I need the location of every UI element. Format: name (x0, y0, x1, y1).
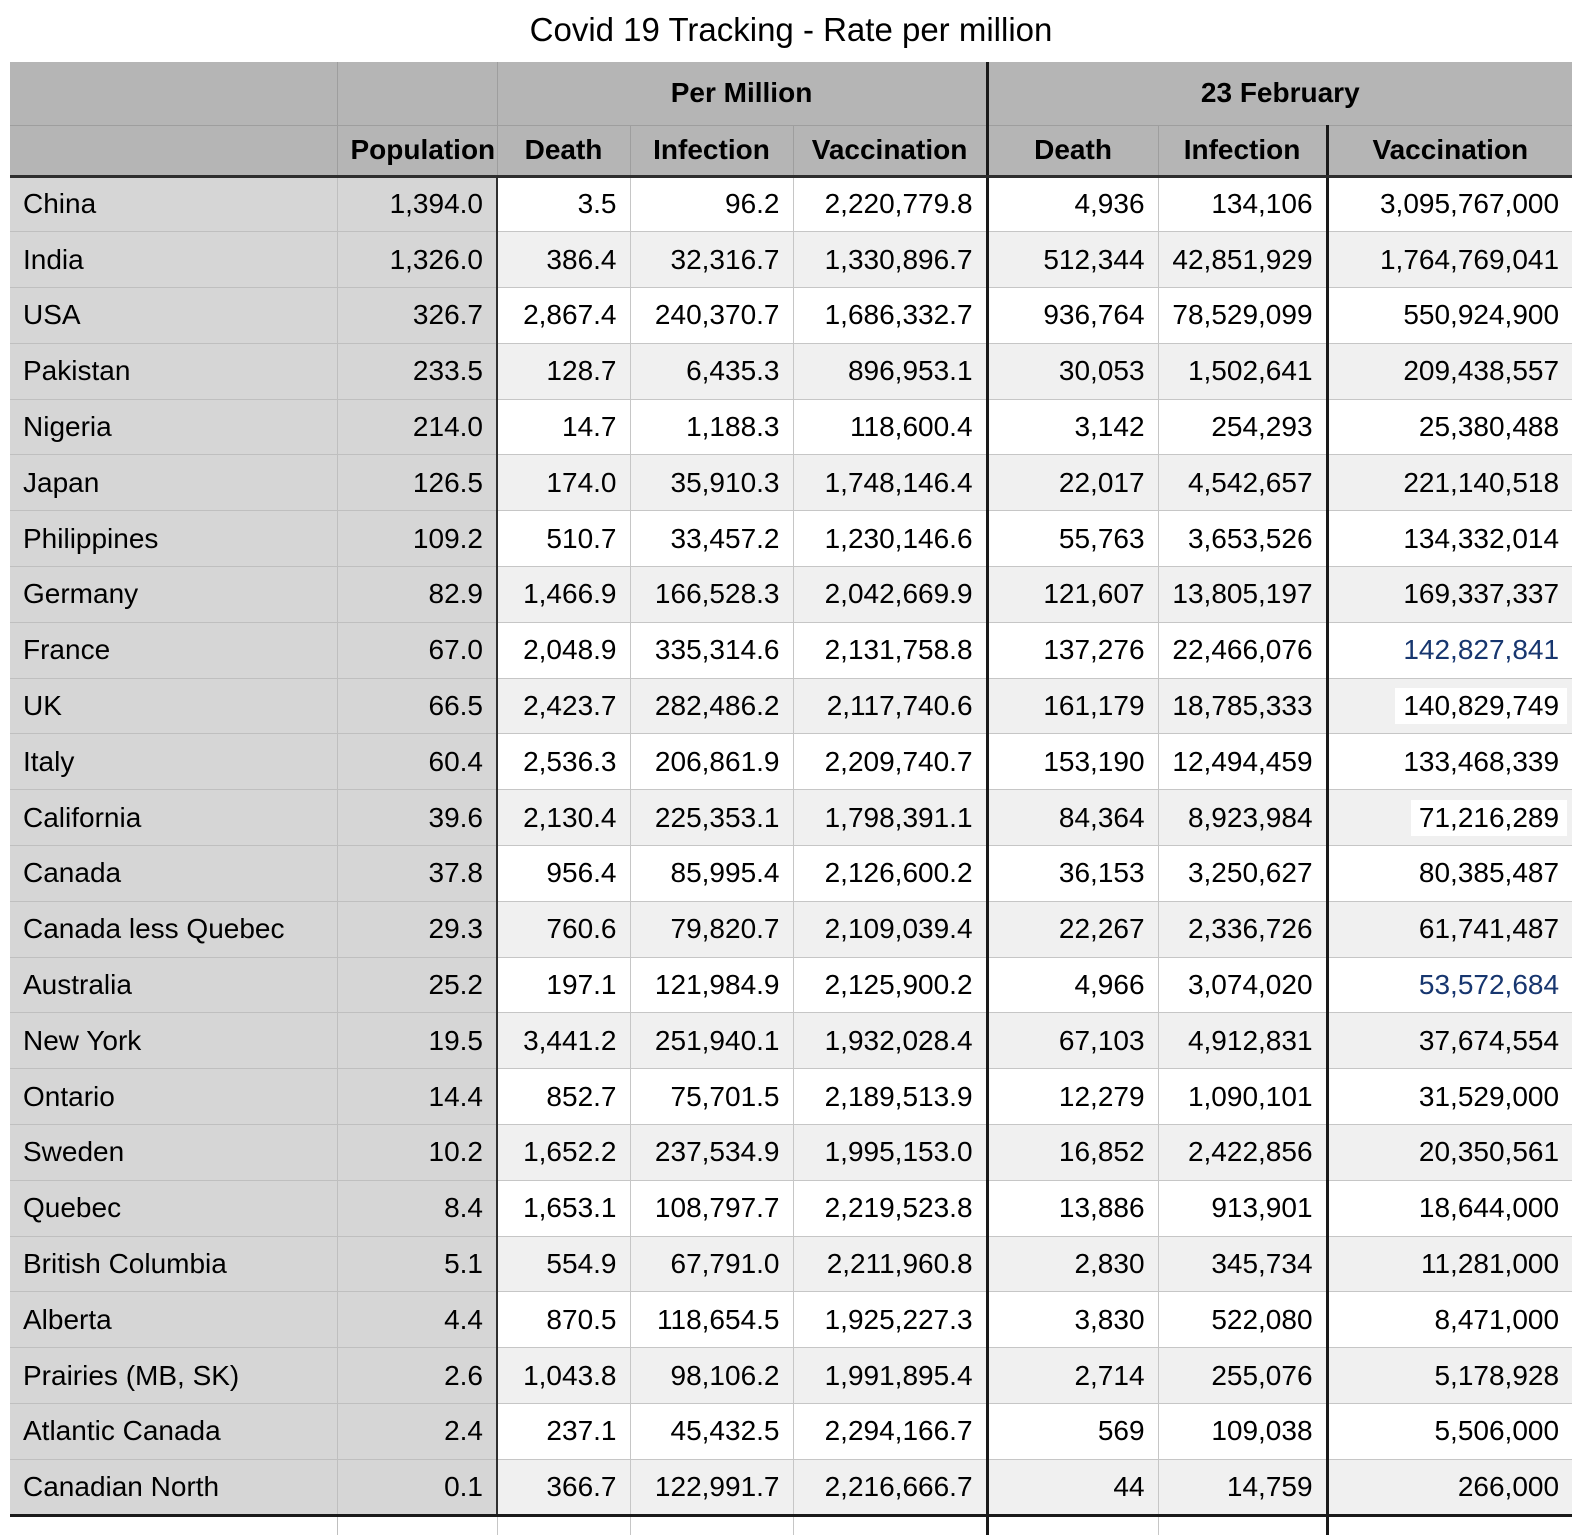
column-header-feb-infection[interactable]: Infection (1158, 125, 1327, 176)
cell-population[interactable]: 2.4 (337, 1404, 497, 1460)
cell-pm-vaccination[interactable]: 1,932,028.4 (793, 1013, 987, 1069)
cell-feb-infection[interactable]: 255,076 (1158, 1348, 1327, 1404)
cell-pm-vaccination[interactable]: 2,189,513.9 (793, 1069, 987, 1125)
cell-feb-vaccination[interactable]: 550,924,900 (1327, 288, 1572, 344)
table-row (10, 176, 1572, 232)
cell-pm-vaccination[interactable]: 1,748,146.4 (793, 455, 987, 511)
cell-population[interactable]: 37.8 (337, 846, 497, 902)
highlighted-value: 140,829,749 (1395, 688, 1567, 724)
cell-feb-death[interactable]: 2,714 (987, 1348, 1158, 1404)
cell-pm-death[interactable]: 366.7 (497, 1459, 630, 1515)
row-label[interactable]: Quebec (10, 1180, 337, 1236)
cell-pm-vaccination[interactable]: 2,125,900.2 (793, 957, 987, 1013)
cell-pm-infection[interactable]: 6,435.3 (630, 343, 793, 399)
cell-feb-death[interactable]: 3,142 (987, 399, 1158, 455)
cell-pm-vaccination[interactable]: 1,230,146.6 (793, 511, 987, 567)
cell-feb-vaccination[interactable]: 133,468,339 (1327, 734, 1572, 790)
cell-pm-vaccination[interactable]: 1,995,153.0 (793, 1125, 987, 1181)
cell-feb-infection[interactable]: 22,466,076 (1158, 622, 1327, 678)
cell-feb-vaccination[interactable]: 61,741,487 (1327, 901, 1572, 957)
cell-pm-vaccination[interactable]: 1,925,227.3 (793, 1292, 987, 1348)
empty-cell[interactable] (793, 1515, 987, 1535)
row-label[interactable]: Alberta (10, 1292, 337, 1348)
table-row (10, 790, 1572, 846)
row-label[interactable]: Canadian North (10, 1459, 337, 1515)
cell-feb-death[interactable]: 936,764 (987, 288, 1158, 344)
table-row (10, 1125, 1572, 1181)
cell-feb-death[interactable]: 512,344 (987, 232, 1158, 288)
cell-pm-vaccination[interactable]: 1,991,895.4 (793, 1348, 987, 1404)
table-row (10, 1180, 1572, 1236)
cell-feb-infection[interactable]: 42,851,929 (1158, 232, 1327, 288)
row-label[interactable]: China (10, 176, 337, 232)
cell-feb-infection[interactable]: 4,912,831 (1158, 1013, 1327, 1069)
cell-pm-vaccination[interactable]: 2,219,523.8 (793, 1180, 987, 1236)
row-label[interactable]: India (10, 232, 337, 288)
table-footer (10, 1515, 1572, 1535)
cell-pm-infection[interactable]: 251,940.1 (630, 1013, 793, 1069)
empty-cell[interactable] (497, 1515, 630, 1535)
cell-feb-vaccination[interactable]: 5,506,000 (1327, 1404, 1572, 1460)
cell-feb-infection[interactable]: 3,250,627 (1158, 846, 1327, 902)
cell-pm-infection[interactable]: 35,910.3 (630, 455, 793, 511)
cell-pm-vaccination[interactable]: 2,220,779.8 (793, 176, 987, 232)
cell-feb-vaccination[interactable]: 221,140,518 (1327, 455, 1572, 511)
column-header-blank[interactable] (10, 125, 337, 176)
cell-feb-vaccination[interactable]: 3,095,767,000 (1327, 176, 1572, 232)
cell-population[interactable]: 82.9 (337, 567, 497, 623)
cell-feb-death[interactable]: 44 (987, 1459, 1158, 1515)
cell-population[interactable]: 0.1 (337, 1459, 497, 1515)
cell-feb-vaccination[interactable]: 18,644,000 (1327, 1180, 1572, 1236)
cell-population[interactable]: 19.5 (337, 1013, 497, 1069)
group-header-blank-2[interactable] (337, 62, 497, 125)
column-header-feb-death[interactable]: Death (987, 125, 1158, 176)
cell-pm-death[interactable]: 2,867.4 (497, 288, 630, 344)
cell-population[interactable]: 8.4 (337, 1180, 497, 1236)
cell-pm-infection[interactable]: 122,991.7 (630, 1459, 793, 1515)
cell-pm-death[interactable]: 1,652.2 (497, 1125, 630, 1181)
cell-pm-infection[interactable]: 98,106.2 (630, 1348, 793, 1404)
cell-pm-infection[interactable]: 166,528.3 (630, 567, 793, 623)
cell-feb-vaccination[interactable]: 11,281,000 (1327, 1236, 1572, 1292)
table-row (10, 1404, 1572, 1460)
table-row (10, 1013, 1572, 1069)
row-label[interactable]: New York (10, 1013, 337, 1069)
cell-pm-death[interactable]: 2,423.7 (497, 678, 630, 734)
cell-pm-infection[interactable]: 67,791.0 (630, 1236, 793, 1292)
highlighted-value: 71,216,289 (1411, 800, 1567, 836)
cell-feb-infection[interactable]: 2,422,856 (1158, 1125, 1327, 1181)
cell-feb-death[interactable]: 55,763 (987, 511, 1158, 567)
cell-feb-death[interactable]: 4,936 (987, 176, 1158, 232)
row-label[interactable]: Nigeria (10, 399, 337, 455)
cell-feb-death[interactable]: 12,279 (987, 1069, 1158, 1125)
cell-pm-infection[interactable]: 108,797.7 (630, 1180, 793, 1236)
row-label[interactable]: Australia (10, 957, 337, 1013)
cell-feb-death[interactable]: 153,190 (987, 734, 1158, 790)
table-row (10, 846, 1572, 902)
cell-pm-infection[interactable]: 96.2 (630, 176, 793, 232)
cell-pm-death[interactable]: 1,653.1 (497, 1180, 630, 1236)
column-header-row (10, 125, 1572, 176)
cell-feb-vaccination[interactable]: 1,764,769,041 (1327, 232, 1572, 288)
cell-population[interactable]: 60.4 (337, 734, 497, 790)
cell-pm-death[interactable]: 2,536.3 (497, 734, 630, 790)
cell-pm-vaccination[interactable]: 896,953.1 (793, 343, 987, 399)
cell-feb-vaccination[interactable]: 134,332,014 (1327, 511, 1572, 567)
cell-feb-infection[interactable]: 3,653,526 (1158, 511, 1327, 567)
cell-feb-death[interactable]: 4,966 (987, 957, 1158, 1013)
cell-feb-infection[interactable]: 18,785,333 (1158, 678, 1327, 734)
table-row (10, 901, 1572, 957)
cell-pm-death[interactable]: 3,441.2 (497, 1013, 630, 1069)
cell-feb-vaccination[interactable]: 169,337,337 (1327, 567, 1572, 623)
cell-population[interactable]: 214.0 (337, 399, 497, 455)
cell-population[interactable]: 67.0 (337, 622, 497, 678)
cell-feb-death[interactable]: 30,053 (987, 343, 1158, 399)
cell-feb-infection[interactable]: 78,529,099 (1158, 288, 1327, 344)
cell-pm-vaccination[interactable]: 2,042,669.9 (793, 567, 987, 623)
cell-feb-death[interactable]: 2,830 (987, 1236, 1158, 1292)
cell-feb-death[interactable]: 137,276 (987, 622, 1158, 678)
cell-feb-infection[interactable]: 254,293 (1158, 399, 1327, 455)
cell-feb-death[interactable]: 13,886 (987, 1180, 1158, 1236)
cell-feb-vaccination[interactable]: 266,000 (1327, 1459, 1572, 1515)
cell-population[interactable]: 109.2 (337, 511, 497, 567)
cell-feb-vaccination[interactable] (1327, 790, 1572, 846)
row-label[interactable]: USA (10, 288, 337, 344)
column-header-population[interactable]: Population (337, 125, 497, 176)
row-label[interactable]: UK (10, 678, 337, 734)
cell-feb-vaccination[interactable] (1327, 678, 1572, 734)
cell-feb-death[interactable]: 16,852 (987, 1125, 1158, 1181)
cell-population[interactable]: 1,394.0 (337, 176, 497, 232)
cell-pm-vaccination[interactable]: 2,117,740.6 (793, 678, 987, 734)
row-label[interactable]: Prairies (MB, SK) (10, 1348, 337, 1404)
cell-feb-death[interactable]: 84,364 (987, 790, 1158, 846)
group-header-per-million[interactable]: Per Million (497, 62, 987, 125)
cell-feb-infection[interactable]: 8,923,984 (1158, 790, 1327, 846)
empty-cell[interactable] (630, 1515, 793, 1535)
cell-feb-death[interactable]: 67,103 (987, 1013, 1158, 1069)
cell-feb-infection[interactable]: 345,734 (1158, 1236, 1327, 1292)
table-row (10, 399, 1572, 455)
cell-feb-infection[interactable]: 1,502,641 (1158, 343, 1327, 399)
cell-feb-infection[interactable]: 14,759 (1158, 1459, 1327, 1515)
cell-pm-infection[interactable]: 85,995.4 (630, 846, 793, 902)
group-header-23-february[interactable]: 23 February (987, 62, 1572, 125)
cell-population[interactable]: 25.2 (337, 957, 497, 1013)
cell-feb-vaccination[interactable]: 5,178,928 (1327, 1348, 1572, 1404)
cell-feb-vaccination[interactable]: 142,827,841 (1327, 622, 1572, 678)
cell-pm-infection[interactable]: 32,316.7 (630, 232, 793, 288)
cell-pm-death[interactable]: 386.4 (497, 232, 630, 288)
cell-feb-infection[interactable]: 913,901 (1158, 1180, 1327, 1236)
cell-pm-death[interactable]: 2,130.4 (497, 790, 630, 846)
cell-pm-infection[interactable]: 75,701.5 (630, 1069, 793, 1125)
cell-pm-infection[interactable]: 79,820.7 (630, 901, 793, 957)
cell-pm-infection[interactable]: 282,486.2 (630, 678, 793, 734)
cell-population[interactable]: 126.5 (337, 455, 497, 511)
table-row (10, 1459, 1572, 1515)
row-label[interactable]: Pakistan (10, 343, 337, 399)
row-label[interactable]: Ontario (10, 1069, 337, 1125)
table-row (10, 622, 1572, 678)
row-label[interactable]: California (10, 790, 337, 846)
cell-feb-infection[interactable]: 4,542,657 (1158, 455, 1327, 511)
cell-feb-death[interactable]: 3,830 (987, 1292, 1158, 1348)
cell-pm-vaccination[interactable]: 1,686,332.7 (793, 288, 987, 344)
cell-pm-death[interactable]: 1,043.8 (497, 1348, 630, 1404)
cell-pm-death[interactable]: 870.5 (497, 1292, 630, 1348)
cell-pm-vaccination[interactable]: 2,109,039.4 (793, 901, 987, 957)
row-label[interactable]: Atlantic Canada (10, 1404, 337, 1460)
cell-feb-vaccination[interactable]: 80,385,487 (1327, 846, 1572, 902)
cell-pm-vaccination[interactable]: 1,798,391.1 (793, 790, 987, 846)
table-row (10, 232, 1572, 288)
cell-population[interactable]: 14.4 (337, 1069, 497, 1125)
cell-pm-death[interactable]: 197.1 (497, 957, 630, 1013)
cell-pm-death[interactable]: 510.7 (497, 511, 630, 567)
cell-pm-vaccination[interactable]: 2,216,666.7 (793, 1459, 987, 1515)
cell-feb-infection[interactable]: 109,038 (1158, 1404, 1327, 1460)
cell-pm-infection[interactable]: 237,534.9 (630, 1125, 793, 1181)
table-row (10, 1236, 1572, 1292)
cell-feb-vaccination[interactable]: 209,438,557 (1327, 343, 1572, 399)
table-row (10, 343, 1572, 399)
cell-pm-death[interactable]: 760.6 (497, 901, 630, 957)
table-header (10, 62, 1572, 176)
column-header-pm-vaccination[interactable]: Vaccination (793, 125, 987, 176)
row-label[interactable]: Philippines (10, 511, 337, 567)
cell-feb-vaccination[interactable]: 31,529,000 (1327, 1069, 1572, 1125)
cell-pm-infection[interactable]: 121,984.9 (630, 957, 793, 1013)
cell-feb-vaccination[interactable]: 37,674,554 (1327, 1013, 1572, 1069)
row-label[interactable]: Italy (10, 734, 337, 790)
cell-pm-death[interactable]: 128.7 (497, 343, 630, 399)
cell-pm-infection[interactable]: 45,432.5 (630, 1404, 793, 1460)
cell-pm-infection[interactable]: 335,314.6 (630, 622, 793, 678)
cell-pm-infection[interactable]: 225,353.1 (630, 790, 793, 846)
row-label[interactable]: Canada (10, 846, 337, 902)
group-header-row (10, 62, 1572, 125)
cell-population[interactable]: 29.3 (337, 901, 497, 957)
empty-cell[interactable] (1158, 1515, 1327, 1535)
empty-cell[interactable] (987, 1515, 1158, 1535)
row-label[interactable]: British Columbia (10, 1236, 337, 1292)
cell-pm-death[interactable]: 2,048.9 (497, 622, 630, 678)
table-row (10, 678, 1572, 734)
empty-cell[interactable] (1327, 1515, 1572, 1535)
cell-population[interactable]: 326.7 (337, 288, 497, 344)
table-row (10, 455, 1572, 511)
table-row (10, 511, 1572, 567)
cell-pm-death[interactable]: 1,466.9 (497, 567, 630, 623)
cell-pm-infection[interactable]: 33,457.2 (630, 511, 793, 567)
cell-feb-death[interactable]: 569 (987, 1404, 1158, 1460)
cell-feb-infection[interactable]: 134,106 (1158, 176, 1327, 232)
cell-population[interactable]: 4.4 (337, 1292, 497, 1348)
row-label[interactable]: Sweden (10, 1125, 337, 1181)
cell-population[interactable]: 2.6 (337, 1348, 497, 1404)
table-row (10, 734, 1572, 790)
cell-feb-infection[interactable]: 522,080 (1158, 1292, 1327, 1348)
column-header-feb-vaccination[interactable]: Vaccination (1327, 125, 1572, 176)
cell-pm-death[interactable]: 3.5 (497, 176, 630, 232)
table-row (10, 1292, 1572, 1348)
cell-feb-vaccination[interactable]: 53,572,684 (1327, 957, 1572, 1013)
cell-population[interactable]: 233.5 (337, 343, 497, 399)
table-body (10, 176, 1572, 1515)
table-row (10, 1069, 1572, 1125)
row-label[interactable]: Japan (10, 455, 337, 511)
cell-pm-vaccination[interactable]: 1,330,896.7 (793, 232, 987, 288)
table-row (10, 288, 1572, 344)
cell-pm-infection[interactable]: 118,654.5 (630, 1292, 793, 1348)
cell-feb-death[interactable]: 22,017 (987, 455, 1158, 511)
table-row (10, 567, 1572, 623)
row-label[interactable]: Canada less Quebec (10, 901, 337, 957)
cell-feb-death[interactable]: 121,607 (987, 567, 1158, 623)
empty-cell[interactable] (337, 1515, 497, 1535)
cell-pm-vaccination[interactable]: 2,126,600.2 (793, 846, 987, 902)
cell-pm-vaccination[interactable]: 2,294,166.7 (793, 1404, 987, 1460)
cell-pm-vaccination[interactable]: 2,131,758.8 (793, 622, 987, 678)
cell-feb-infection[interactable]: 13,805,197 (1158, 567, 1327, 623)
cell-population[interactable]: 10.2 (337, 1125, 497, 1181)
cell-population[interactable]: 39.6 (337, 790, 497, 846)
empty-cell[interactable] (10, 1515, 337, 1535)
table-row (10, 957, 1572, 1013)
column-header-pm-death[interactable]: Death (497, 125, 630, 176)
row-label[interactable]: France (10, 622, 337, 678)
cell-pm-vaccination[interactable]: 2,209,740.7 (793, 734, 987, 790)
page-title: Covid 19 Tracking - Rate per million (529, 11, 1053, 48)
cell-pm-death[interactable]: 174.0 (497, 455, 630, 511)
cell-feb-infection[interactable]: 1,090,101 (1158, 1069, 1327, 1125)
cell-feb-death[interactable]: 161,179 (987, 678, 1158, 734)
cell-pm-infection[interactable]: 1,188.3 (630, 399, 793, 455)
cell-feb-death[interactable]: 22,267 (987, 901, 1158, 957)
cell-population[interactable]: 66.5 (337, 678, 497, 734)
row-label[interactable]: Germany (10, 567, 337, 623)
cell-feb-vaccination[interactable]: 25,380,488 (1327, 399, 1572, 455)
cell-pm-death[interactable]: 14.7 (497, 399, 630, 455)
cell-pm-death[interactable]: 554.9 (497, 1236, 630, 1292)
cell-pm-death[interactable]: 237.1 (497, 1404, 630, 1460)
cell-feb-vaccination[interactable]: 20,350,561 (1327, 1125, 1572, 1181)
cell-feb-infection[interactable]: 2,336,726 (1158, 901, 1327, 957)
cell-pm-infection[interactable]: 240,370.7 (630, 288, 793, 344)
cell-pm-death[interactable]: 956.4 (497, 846, 630, 902)
cell-feb-infection[interactable]: 12,494,459 (1158, 734, 1327, 790)
cell-population[interactable]: 5.1 (337, 1236, 497, 1292)
cell-pm-vaccination[interactable]: 118,600.4 (793, 399, 987, 455)
covid-tracking-table (10, 62, 1572, 1535)
group-header-blank-1[interactable] (10, 62, 337, 125)
cell-pm-vaccination[interactable]: 2,211,960.8 (793, 1236, 987, 1292)
column-header-pm-infection[interactable]: Infection (630, 125, 793, 176)
cell-feb-infection[interactable]: 3,074,020 (1158, 957, 1327, 1013)
empty-row (10, 1515, 1572, 1535)
cell-population[interactable]: 1,326.0 (337, 232, 497, 288)
cell-feb-vaccination[interactable]: 8,471,000 (1327, 1292, 1572, 1348)
cell-pm-infection[interactable]: 206,861.9 (630, 734, 793, 790)
table-row (10, 1348, 1572, 1404)
cell-feb-death[interactable]: 36,153 (987, 846, 1158, 902)
cell-pm-death[interactable]: 852.7 (497, 1069, 630, 1125)
